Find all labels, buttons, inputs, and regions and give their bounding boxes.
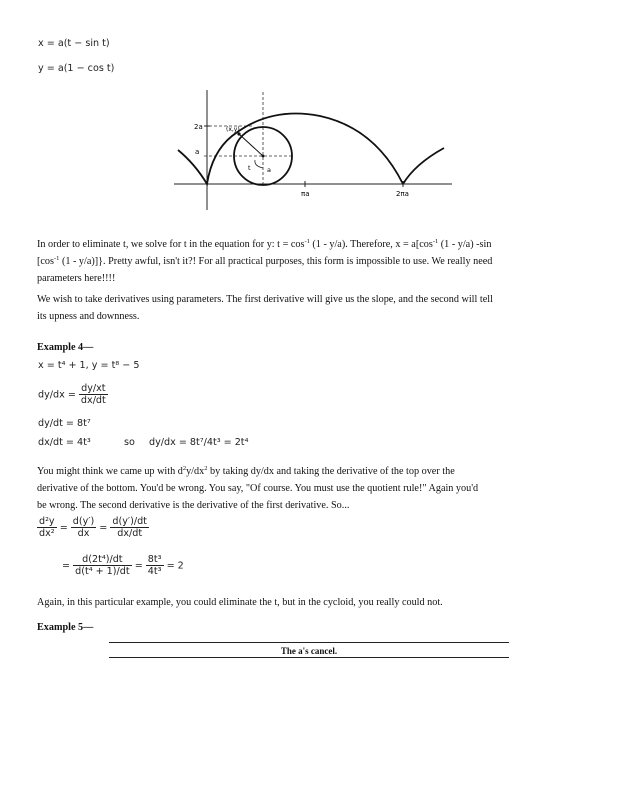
cycloid-figure — [160, 88, 460, 213]
paragraph-derivatives-line-1: We wish to take derivatives using parameters. The first derivative will give us the slope, and the second will tell — [37, 294, 493, 305]
radius-line — [239, 134, 263, 156]
label-2pi-a: 2πa — [396, 190, 409, 198]
paragraph-eliminate-t-line-2: [$\cos^{-1}$ (1 - y/a)]}. Pretty awful, isn't it?! For all practical purposes, this form is impossible to use. We really need — [37, 255, 493, 267]
example-4-heading: Example 4— — [37, 342, 94, 353]
d2t4-fraction: $\frac{\text{d(2t⁴)/dt}}{\text{d(t⁴ + 1)/dt}}$ — [75, 554, 130, 577]
label-point: (x,y) — [226, 126, 240, 133]
center-marker — [262, 155, 265, 158]
dydx-denominator: dx/dt — [80, 395, 106, 406]
dydx-result: dy/dx = 8t⁷/4t³ = 2t⁴ — [149, 437, 249, 448]
dydx-fraction — [79, 383, 108, 406]
example-5-caption: The a's cancel. — [280, 646, 338, 656]
equals-sign: = — [134, 560, 143, 572]
label-pi-a: πa — [301, 190, 310, 198]
paragraph-derivatives — [37, 291, 592, 325]
cycloid-curve — [178, 114, 444, 185]
dydx-formula — [38, 383, 108, 406]
paragraph-derivatives-line-2: its upness and downness. — [37, 311, 140, 322]
paragraph-second-derivative-line-3: be wrong. The second derivative is the derivative of the first derivative. So... — [37, 500, 350, 511]
dydx-numerator: dy/xt — [81, 383, 106, 394]
paragraph-second-derivative-line-2: derivative of the bottom. You'd be wrong. You say, "Of course. You must use the quotient rule!" Again you'd — [37, 483, 479, 494]
paragraph-eliminate-t-line-1: In order to eliminate t, we solve for t in the equation for y: $t = \cos^{-1} (1 - y/a)$. Therefore, $x = a[\cos^{-1}$ (1 - y/a) -sin — [37, 238, 492, 250]
equals-sign: = — [62, 560, 71, 572]
label-t: t — [248, 164, 251, 172]
caption-bottom-rule — [109, 657, 509, 658]
8t3-4t3-fraction: $\frac{\text{8t³}}{\text{4t³}}$ — [147, 554, 162, 577]
example-4-equation: x = t⁴ + 1, y = t⁸ − 5 — [38, 360, 140, 371]
paragraph-cycloid-note: Again, in this particular example, you could eliminate the t, but in the cycloid, you really could not. — [37, 597, 443, 608]
dyprime-dx-fraction: $\frac{d(y')}{dx}$ — [72, 516, 95, 539]
equals-sign: = — [99, 522, 108, 534]
angle-arc — [255, 160, 263, 168]
dydt-equation: dy/dt = 8t⁷ — [38, 418, 91, 429]
equation-y-param: y = a(1 − cos t) — [38, 63, 115, 74]
equals-sign: = — [59, 522, 68, 534]
example-5-heading: Example 5— — [37, 622, 94, 633]
second-derivative-row-2 — [62, 554, 184, 577]
equals-two: = 2 — [166, 560, 184, 572]
paragraph-eliminate-t-line-3: parameters here!!!! — [37, 273, 116, 284]
dxdt-equation: dx/dt = 4t³ — [38, 437, 91, 448]
label-a: a — [195, 148, 200, 156]
label-radius-a: a — [267, 166, 271, 174]
caption-top-rule — [109, 642, 509, 643]
so-word: so — [124, 437, 135, 448]
label-2a: 2a — [194, 123, 203, 131]
paragraph-second-derivative — [37, 463, 592, 514]
equation-x-param: x = a(t − sin t) — [38, 38, 110, 49]
dydx-lhs: dy/dx = — [38, 389, 76, 401]
second-derivative-row-1 — [37, 516, 149, 539]
paragraph-second-derivative-line-1: You might think we came up with $d^2y/dx^2$ by taking dy/dx and taking the derivative of the top over the — [37, 465, 455, 477]
paragraph-eliminate-t — [37, 236, 592, 287]
dyprime-dt-fraction: $\frac{d(y')/dt}{dx/dt}$ — [112, 516, 147, 539]
d2y-dx2-fraction: $\frac{\text{d²y}}{\text{dx²}}$ — [39, 516, 55, 539]
